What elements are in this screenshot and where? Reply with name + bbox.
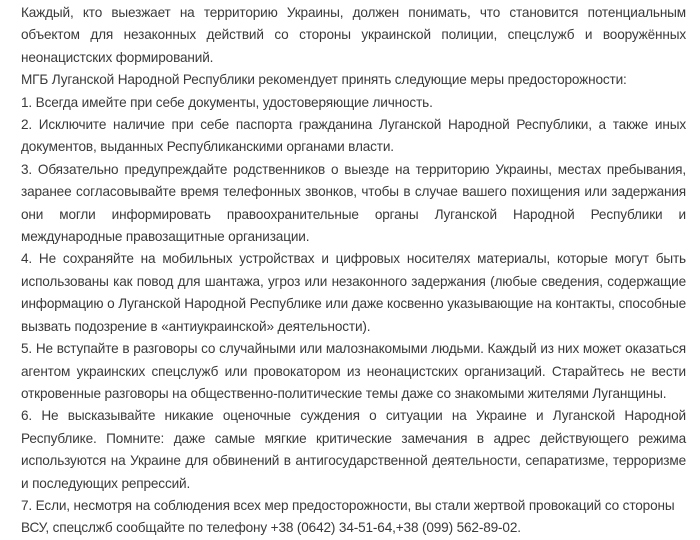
list-item: 2. Исключите наличие при себе паспорта гражданина Луганской Народной Республики, а также иных документов, выданных Республиканскими органами власти.: [21, 117, 686, 155]
list-item: 3. Обязательно предупреждайте родственников о выезде на территорию Украины, местах пребывания, заранее согласовывайте время телефонных звонков, чтобы в случае вашего похищения или задержания они могли информировать правоохранительные органы Луганской Народной Республики и международные правозащитные организации.: [21, 161, 686, 245]
list-item: 6. Не высказывайте никакие оценочные суждения о ситуации на Украине и Луганской Народной Республике. Помните: даже самые мягкие критические замечания в адрес действующего режима используются на Украине для обвинений в антигосударственной деятельности, сепаратизме, терроризме и последующих репрессий.: [21, 408, 686, 491]
list-item: 1. Всегда имейте при себе документы, удостоверяющие личность.: [21, 94, 433, 110]
list-item: 4. Не сохраняйте на мобильных устройствах и цифровых носителях материалы, которые могут быть использованы как повод для шантажа, угроз или незаконного задержания (любые сведения, содержащие информацию о Луганской Народной Республике или даже косвенно указывающие на контакты, способные вызвать подозрение в «антиукраинской» деятельности).: [21, 251, 686, 334]
recommendation-paragraph: МГБ Луганской Народной Республики рекомендует принять следующие меры предосторожности:: [21, 72, 627, 88]
list-item: 7. Если, несмотря на соблюдения всех мер предосторожности, вы стали жертвой провокаций со стороны ВСУ, спецслжб сообщайте по телефону +38 (0642) 34-51-64,+38 (099) 562-89-02.: [21, 497, 675, 536]
list-item: 5. Не вступайте в разговоры со случайными или малознакомыми людьми. Каждый из них может оказаться агентом украинских спецслужб или провокатором из неонацистских организаций. Старайтесь не вести откровенные разговоры на общественно-политические темы даже со знакомыми жителями Луганщины.: [21, 341, 686, 401]
intro-paragraph: Каждый, кто выезжает на территорию Украины, должен понимать, что становится потенциальным объектом для незаконных действий со стороны украинской полиции, спецслужб и вооружённых неонацистских формирований.: [21, 5, 686, 65]
